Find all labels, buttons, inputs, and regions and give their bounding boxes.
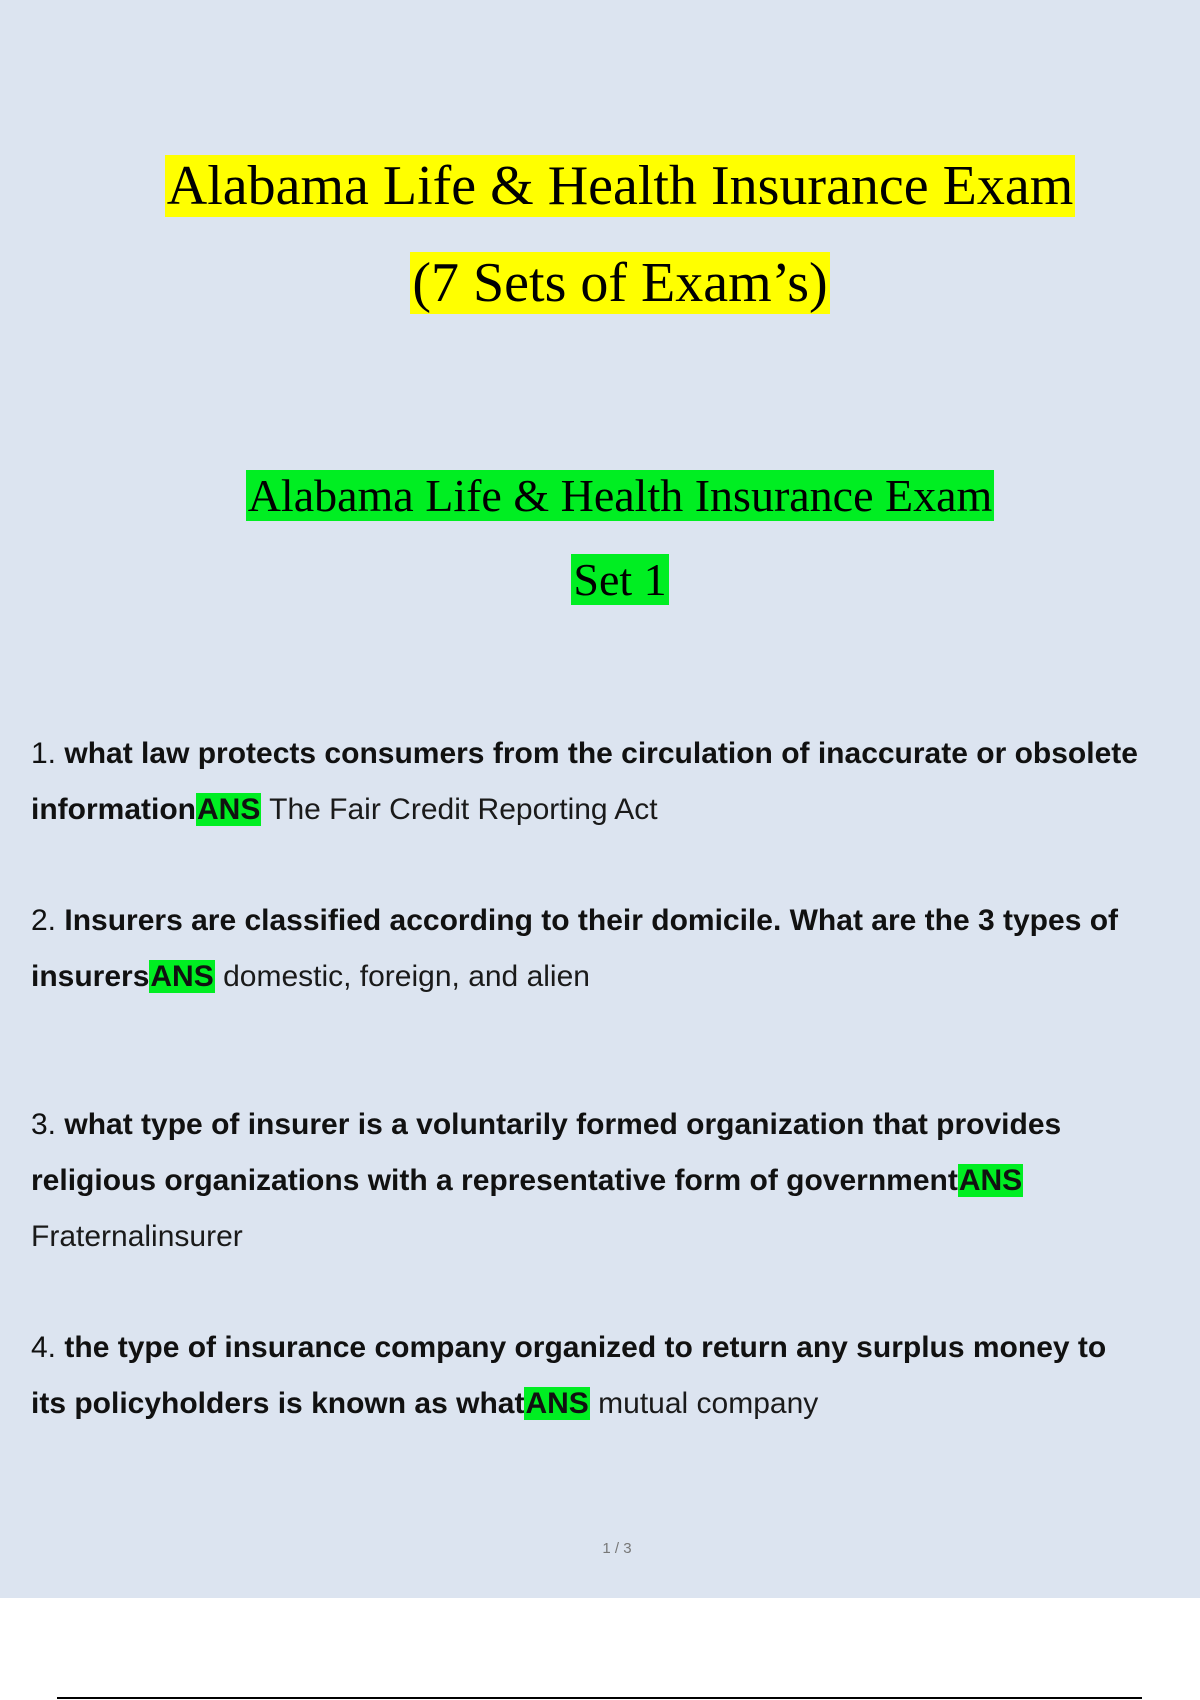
question-2-line-2: insurersANS domestic, foreign, and alien <box>31 960 590 993</box>
document-title-line-2: (7 Sets of Exam’s) <box>412 252 828 314</box>
answer-text: mutual company <box>598 1387 819 1420</box>
answer-text: The Fair Credit Reporting Act <box>269 793 658 826</box>
question-3-line-3 <box>31 1209 1200 1265</box>
ans-marker: ANS <box>197 793 261 826</box>
question-4-line-2: its policyholders is known as whatANS mutual company <box>31 1387 819 1420</box>
answer-text: domestic, foreign, and alien <box>223 960 590 993</box>
question-1 <box>31 726 1200 838</box>
question-4-line-1: 4. the type of insurance company organized to return any surplus money to <box>31 1331 1107 1364</box>
question-3 <box>31 1097 1200 1265</box>
set-heading-line-2: Set 1 <box>573 554 667 605</box>
question-4 <box>31 1320 1200 1432</box>
ans-marker: ANS <box>958 1164 1023 1197</box>
answer-text: Fraternalinsurer <box>31 1220 243 1253</box>
document-title-line-1: Alabama Life & Health Insurance Exam <box>166 155 1074 217</box>
question-1-line-1: 1. what law protects consumers from the circulation of inaccurate or obsolete <box>31 737 1138 770</box>
question-3-line-2: religious organizations with a representative form of governmentANS <box>31 1164 1023 1197</box>
question-2-line-1: 2. Insurers are classified according to their domicile. What are the 3 types of <box>31 904 1119 937</box>
ans-marker: ANS <box>150 960 214 993</box>
question-2 <box>31 893 1200 1005</box>
question-3-line-1: 3. what type of insurer is a voluntarily formed organization that provides <box>31 1108 1062 1141</box>
question-1-line-2: informationANS The Fair Credit Reporting Act <box>31 793 658 826</box>
page-divider <box>57 1697 1142 1699</box>
page-indicator: 1 / 3 <box>602 1540 632 1557</box>
set-heading-line-1: Alabama Life & Health Insurance Exam <box>247 470 993 521</box>
ans-marker: ANS <box>525 1387 589 1420</box>
